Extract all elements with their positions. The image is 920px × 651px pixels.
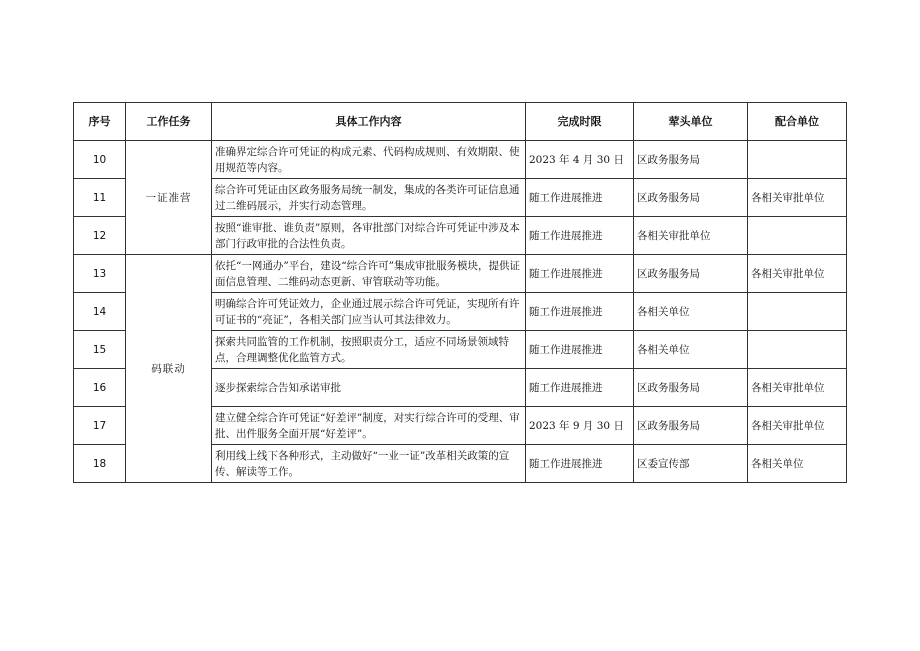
row-deadline: 2023 年 4 月 30 日 — [526, 141, 634, 179]
group-task-2: 码联动 — [126, 255, 212, 483]
table-row — [74, 255, 847, 293]
row-content: 利用线上线下各种形式，主动做好“一业一证”改革相关政策的宣传、解读等工作。 — [212, 445, 526, 483]
row-coop: 各相关审批单位 — [748, 255, 847, 293]
row-no: 14 — [74, 293, 126, 331]
row-no: 12 — [74, 217, 126, 255]
row-coop — [748, 141, 847, 179]
row-no: 15 — [74, 331, 126, 369]
table-row — [74, 141, 847, 179]
row-lead: 区政务服务局 — [634, 255, 748, 293]
row-content: 准确界定综合许可凭证的构成元素、代码构成规则、有效期限、使用规范等内容。 — [212, 141, 526, 179]
row-deadline: 随工作进展推进 — [526, 293, 634, 331]
row-coop — [748, 293, 847, 331]
row-lead: 各相关单位 — [634, 331, 748, 369]
row-no: 18 — [74, 445, 126, 483]
row-deadline: 随工作进展推进 — [526, 255, 634, 293]
row-no: 17 — [74, 407, 126, 445]
row-deadline: 随工作进展推进 — [526, 179, 634, 217]
header-task: 工作任务 — [126, 103, 212, 141]
row-deadline: 随工作进展推进 — [526, 369, 634, 407]
row-no: 11 — [74, 179, 126, 217]
row-lead: 区委宣传部 — [634, 445, 748, 483]
row-lead: 区政务服务局 — [634, 179, 748, 217]
row-coop: 各相关审批单位 — [748, 407, 847, 445]
row-coop: 各相关审批单位 — [748, 369, 847, 407]
row-coop: 各相关单位 — [748, 445, 847, 483]
row-coop — [748, 331, 847, 369]
row-content: 按照“谁审批、谁负责”原则，各审批部门对综合许可凭证中涉及本部门行政审批的合法性负责。 — [212, 217, 526, 255]
row-content: 综合许可凭证由区政务服务局统一制发，集成的各类许可证信息通过二维码展示，并实行动态管理。 — [212, 179, 526, 217]
header-row — [74, 103, 847, 141]
row-deadline: 随工作进展推进 — [526, 217, 634, 255]
row-lead: 各相关审批单位 — [634, 217, 748, 255]
row-lead: 区政务服务局 — [634, 369, 748, 407]
header-lead: 荤头单位 — [634, 103, 748, 141]
row-no: 13 — [74, 255, 126, 293]
row-no: 16 — [74, 369, 126, 407]
row-content: 依托“一网通办”平台，建设“综合许可”集成审批服务模块，提供证面信息管理、二维码动态更新、审管联动等功能。 — [212, 255, 526, 293]
row-coop: 各相关审批单位 — [748, 179, 847, 217]
row-content: 明确综合许可凭证效力，企业通过展示综合许可凭证，实现所有许可证书的“亮证”，各相关部门应当认可其法律效力。 — [212, 293, 526, 331]
row-lead: 区政务服务局 — [634, 407, 748, 445]
header-content: 具体工作内容 — [212, 103, 526, 141]
row-lead: 各相关单位 — [634, 293, 748, 331]
row-content: 探索共同监管的工作机制，按照职责分工，适应不同场景领域特点，合理调整优化监管方式。 — [212, 331, 526, 369]
row-deadline: 2023 年 9 月 30 日 — [526, 407, 634, 445]
header-deadline: 完成时限 — [526, 103, 634, 141]
row-lead: 区政务服务局 — [634, 141, 748, 179]
header-coop: 配合单位 — [748, 103, 847, 141]
task-table — [73, 102, 847, 483]
row-content: 逐步探索综合告知承诺审批 — [212, 369, 526, 407]
row-coop — [748, 217, 847, 255]
group-task-1: 一证准营 — [126, 141, 212, 255]
row-deadline: 随工作进展推进 — [526, 331, 634, 369]
row-no: 10 — [74, 141, 126, 179]
header-no: 序号 — [74, 103, 126, 141]
row-content: 建立健全综合许可凭证“好差评”制度，对实行综合许可的受理、审批、出件服务全面开展“好差评”。 — [212, 407, 526, 445]
row-deadline: 随工作进展推进 — [526, 445, 634, 483]
